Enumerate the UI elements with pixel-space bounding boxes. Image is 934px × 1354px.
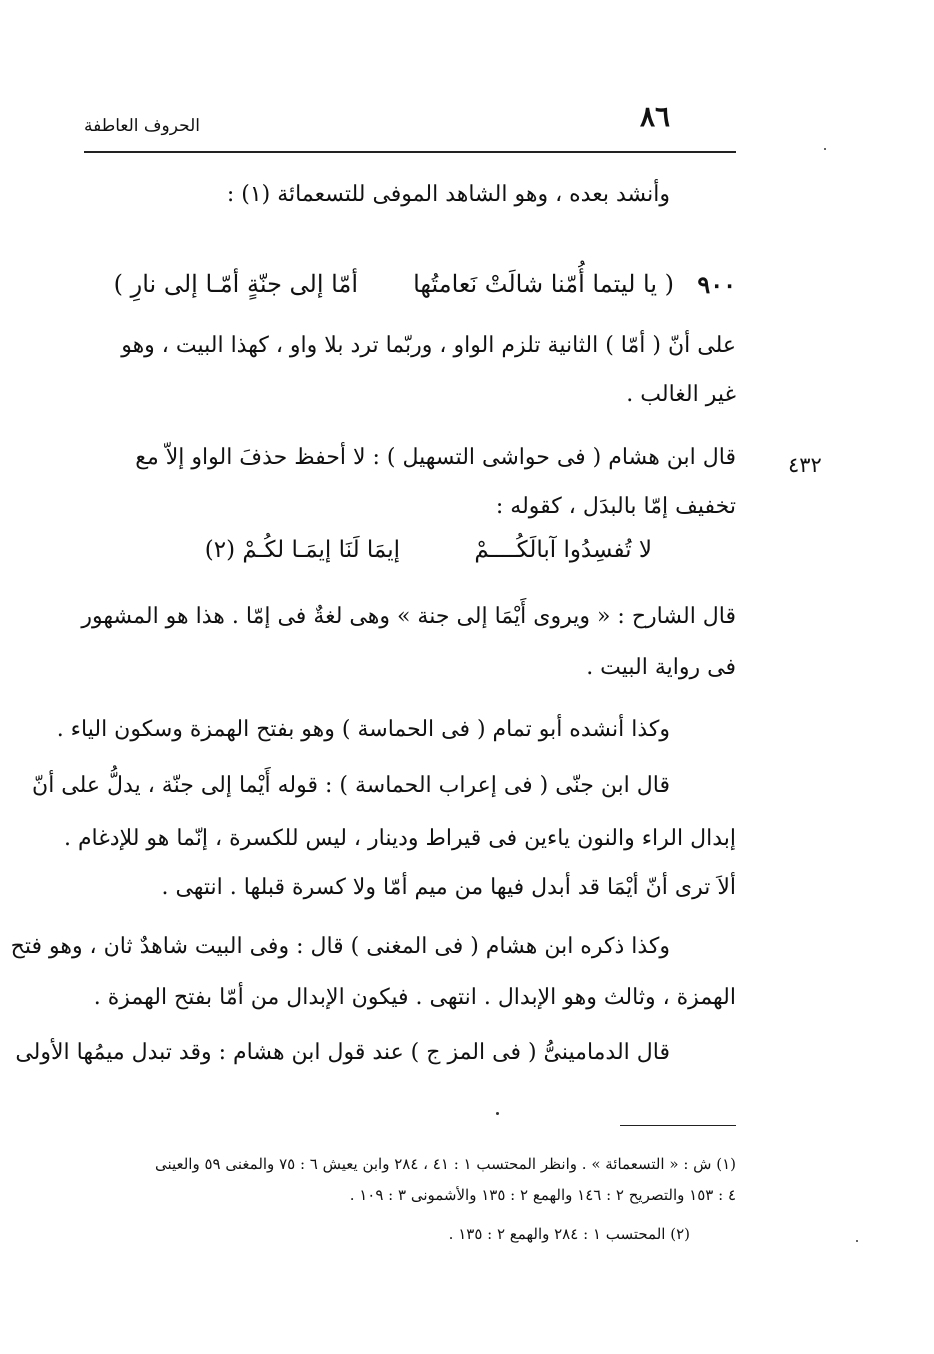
verse-number: ٩٠٠ <box>697 270 736 299</box>
page-number: ٨٦ <box>640 100 671 133</box>
verse-900 <box>84 270 736 304</box>
footnote-1-line2: ٤ : ١٥٣ والتصريح ٢ : ١٤٦ والهمع ٢ : ١٣٥ والأشمونى ٣ : ١٠٩ . <box>349 1186 736 1204</box>
para6-line1: وكذا ذكره ابن هشام ( فى المغنى ) قال : وفى البيت شاهدٌ ثان ، وهو فتح <box>10 934 670 959</box>
para7-line1: قال الدمامينىُّ ( فى المز ج ) عند قول ابن هشام : وقد تبدل ميمُها الأولى <box>15 1040 670 1065</box>
para4-line1: وكذا أنشده أبو تمام ( فى الحماسة ) وهو بفتح الهمزة وسكون الياء . <box>56 717 670 742</box>
para3-line1: قال الشارح : « ويروى أَيْمَا إلى جنة » وهى لغةٌ فى إمّا . هذا هو المشهور <box>81 604 736 629</box>
para5-line2: إبدال الراء والنون ياءين فى قيراط ودينار ، ليس للكسرة ، إنّما هو للإدغام . <box>63 826 736 851</box>
verse2-hemistich-second: إيمَا لَنَا إيمَـا لكُـمْ (٢) <box>204 537 400 563</box>
verse-hemistich-first: ( يا ليتما أُمّنا شالَتْ نَعامتُها <box>413 270 674 298</box>
scan-speck <box>496 1112 499 1115</box>
running-title: الحروف العاطفة <box>84 116 201 136</box>
para3-line2: فى رواية البيت . <box>586 655 736 680</box>
verse2-hemistich-first: لا تُفسِدُوا آبالَكُــــمْ <box>474 537 652 563</box>
para2-line1: قال ابن هشام ( فى حواشى التسهيل ) : لا أحفظ حذفَ الواو إلاّ مع <box>135 445 736 470</box>
para2-line2: تخفيف إمّا بالبدَل ، كقوله : <box>495 494 736 519</box>
para1-line2: غير الغالب . <box>626 382 736 407</box>
para6-line2: الهمزة ، وثالث وهو الإبدال . انتهى . فيكون الإبدال من أمّا بفتح الهمزة . <box>93 985 736 1010</box>
scan-speck <box>856 1240 858 1242</box>
footnote-1-line1: (١) ش : « التسعمائة » . وانظر المحتسب ١ : ٤١ ، ٢٨٤ وابن يعيش ٦ : ٧٥ والمغنى ٥٩ والعينى <box>154 1155 736 1173</box>
para1-line1: على أنّ ( أمّا ) الثانية تلزم الواو ، وربّما ترد بلا واو ، كهذا البيت ، وهو <box>121 333 736 358</box>
footnote-rule <box>620 1125 736 1126</box>
margin-reference-number: ٤٣٢ <box>788 453 822 477</box>
scan-speck <box>824 148 826 150</box>
header-rule <box>84 151 736 153</box>
verse-hemistich-second: أمّا إلى جنّةٍ أمّـا إلى نارِ ) <box>113 270 358 298</box>
footnote-2: (٢) المحتسب ١ : ٢٨٤ والهمع ٢ : ١٣٥ . <box>448 1225 690 1243</box>
para5-line1: قال ابن جنّى ( فى إعراب الحماسة ) : قوله أَيْما إلى جنّة ، يدلُّ على أنّ <box>32 773 670 798</box>
para5-line3: ألاَ ترى أنّ أيْمَا قد أبدل فيها من ميم أمّا ولا كسرة قبلها . انتهى . <box>161 875 736 900</box>
intro-line: وأنشد بعده ، وهو الشاهد الموفى للتسعمائة (١) : <box>226 182 670 207</box>
